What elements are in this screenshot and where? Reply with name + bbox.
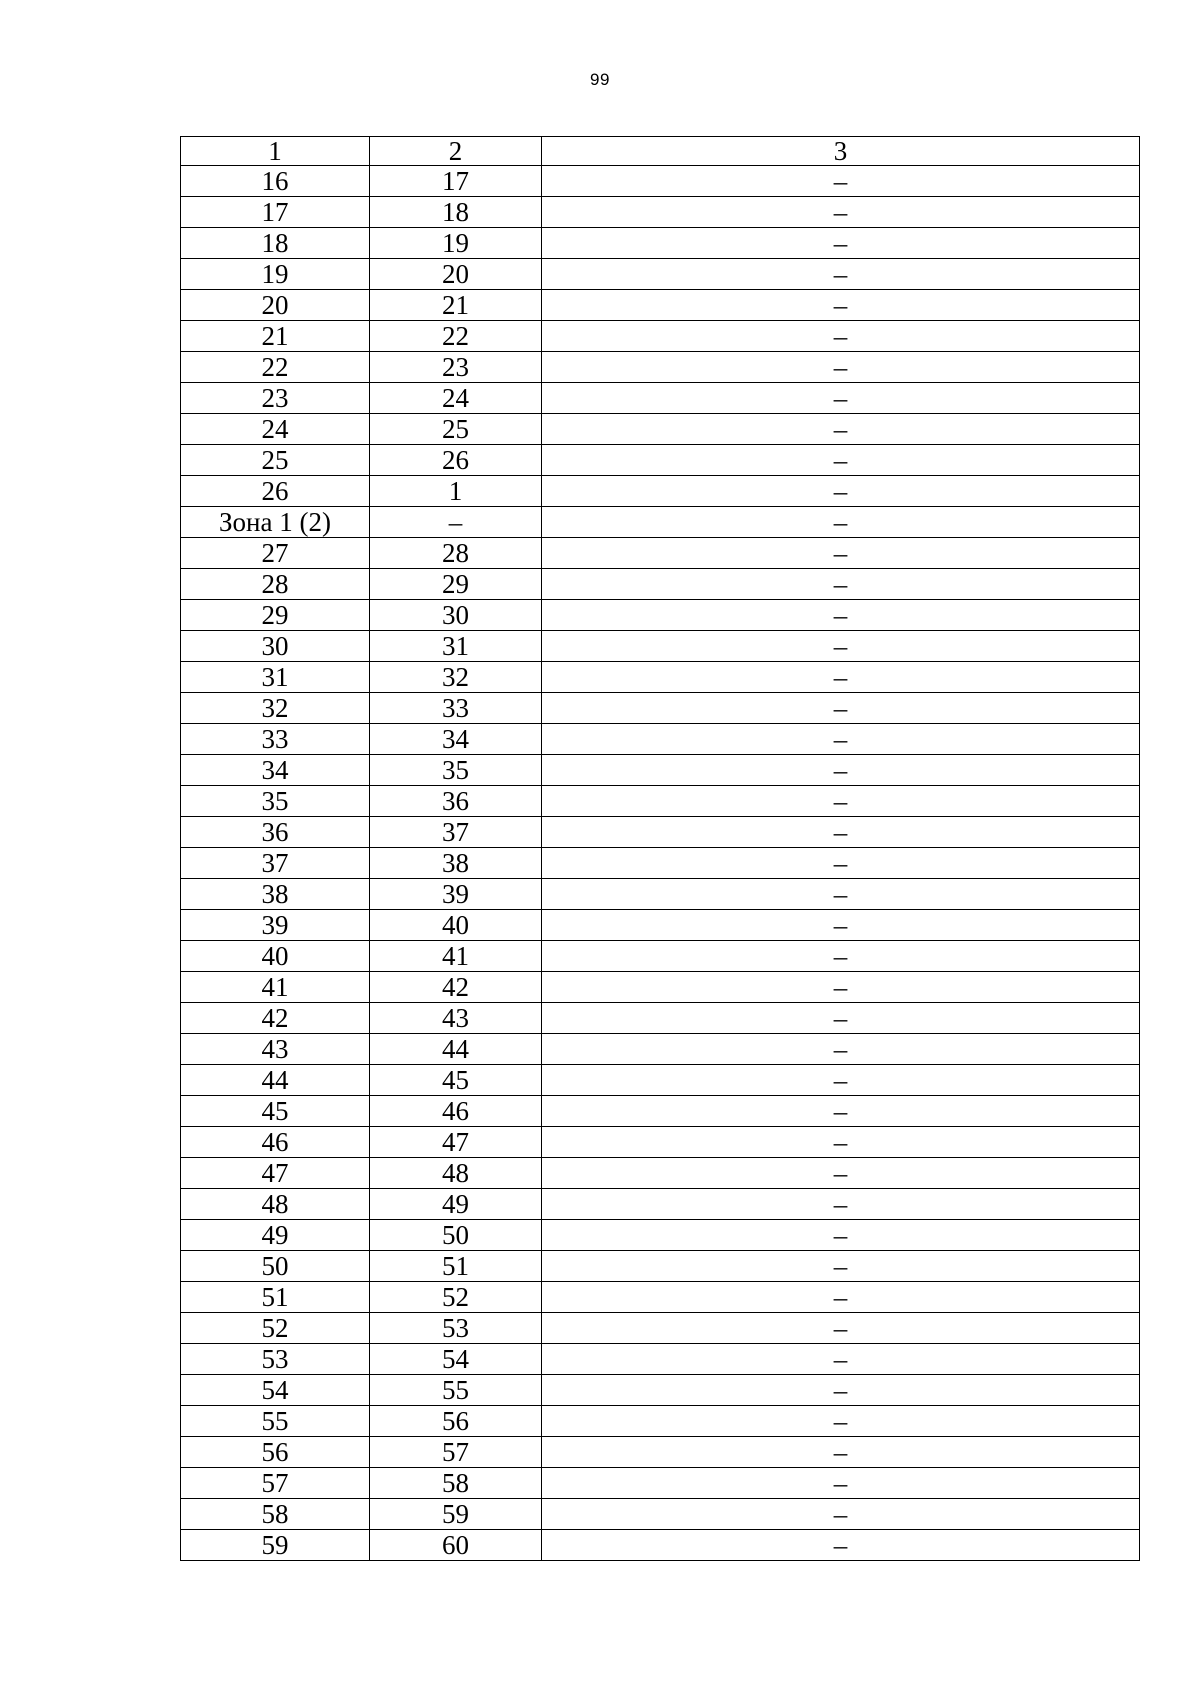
- table-row: [181, 197, 1140, 228]
- table-cell-col-3: –: [542, 1375, 1140, 1406]
- table-cell-col-3: –: [542, 1406, 1140, 1437]
- table-cell-col-1: 50: [181, 1251, 370, 1282]
- table-row: [181, 879, 1140, 910]
- table-row: [181, 290, 1140, 321]
- table-cell-col-3: –: [542, 1499, 1140, 1530]
- table-row: [181, 941, 1140, 972]
- table-row: [181, 724, 1140, 755]
- table-cell-col-2: –: [370, 507, 542, 538]
- table-cell-col-3: –: [542, 321, 1140, 352]
- table-cell-col-1: 20: [181, 290, 370, 321]
- table-row: [181, 1251, 1140, 1282]
- table-cell-col-1: 58: [181, 1499, 370, 1530]
- table-cell-col-3: –: [542, 445, 1140, 476]
- table-cell-col-1: 53: [181, 1344, 370, 1375]
- table-header-row: [181, 137, 1140, 166]
- table-row: [181, 600, 1140, 631]
- table-cell-col-3: –: [542, 1282, 1140, 1313]
- table-cell-col-1: 19: [181, 259, 370, 290]
- table-cell-col-1: 16: [181, 166, 370, 197]
- table-cell-col-3: –: [542, 507, 1140, 538]
- table-cell-col-3: –: [542, 259, 1140, 290]
- table-row: [181, 755, 1140, 786]
- table-row: [181, 848, 1140, 879]
- table-cell-col-1: 46: [181, 1127, 370, 1158]
- table-cell-col-1: Зона 1 (2): [181, 507, 370, 538]
- table-row: [181, 1003, 1140, 1034]
- table-cell-col-3: –: [542, 476, 1140, 507]
- table-cell-col-1: 45: [181, 1096, 370, 1127]
- table-cell-col-1: 51: [181, 1282, 370, 1313]
- table-cell-col-2: 28: [370, 538, 542, 569]
- table-cell-col-3: –: [542, 414, 1140, 445]
- table-cell-col-2: 52: [370, 1282, 542, 1313]
- table-cell-col-3: –: [542, 1468, 1140, 1499]
- table-row: [181, 1096, 1140, 1127]
- table-row: [181, 228, 1140, 259]
- table-cell-col-2: 29: [370, 569, 542, 600]
- table-cell-col-2: 39: [370, 879, 542, 910]
- table-cell-col-1: 37: [181, 848, 370, 879]
- table-cell-col-3: –: [542, 1344, 1140, 1375]
- table-cell-col-1: 28: [181, 569, 370, 600]
- table-cell-col-2: 43: [370, 1003, 542, 1034]
- table-cell-col-3: –: [542, 383, 1140, 414]
- table-cell-col-2: 59: [370, 1499, 542, 1530]
- table-cell-col-3: –: [542, 1065, 1140, 1096]
- table-cell-col-1: 52: [181, 1313, 370, 1344]
- table-cell-col-3: –: [542, 290, 1140, 321]
- table-row: [181, 1499, 1140, 1530]
- table-cell-col-3: –: [542, 1003, 1140, 1034]
- column-header-3: 3: [542, 137, 1140, 166]
- table-row: [181, 538, 1140, 569]
- table-cell-col-2: 26: [370, 445, 542, 476]
- table-cell-col-2: 49: [370, 1189, 542, 1220]
- table-cell-col-2: 25: [370, 414, 542, 445]
- table-cell-col-3: –: [542, 197, 1140, 228]
- table-cell-col-1: 33: [181, 724, 370, 755]
- table-cell-col-1: 38: [181, 879, 370, 910]
- table-cell-col-3: –: [542, 693, 1140, 724]
- table-cell-col-2: 40: [370, 910, 542, 941]
- table-cell-col-3: –: [542, 352, 1140, 383]
- table-row: [181, 1220, 1140, 1251]
- table-cell-col-3: –: [542, 1096, 1140, 1127]
- table-row: [181, 1313, 1140, 1344]
- table-cell-col-2: 33: [370, 693, 542, 724]
- table-row: [181, 507, 1140, 538]
- table-cell-col-1: 29: [181, 600, 370, 631]
- table-row: [181, 1437, 1140, 1468]
- table-cell-col-1: 32: [181, 693, 370, 724]
- table-cell-col-3: –: [542, 228, 1140, 259]
- table-cell-col-1: 17: [181, 197, 370, 228]
- table-cell-col-3: –: [542, 1127, 1140, 1158]
- table-row: [181, 445, 1140, 476]
- table-cell-col-2: 50: [370, 1220, 542, 1251]
- table-row: [181, 1158, 1140, 1189]
- table-cell-col-1: 22: [181, 352, 370, 383]
- table-row: [181, 1065, 1140, 1096]
- table-row: [181, 1468, 1140, 1499]
- page-number: 99: [590, 70, 610, 89]
- table-cell-col-1: 56: [181, 1437, 370, 1468]
- table-row: [181, 569, 1140, 600]
- table-cell-col-2: 23: [370, 352, 542, 383]
- table-row: [181, 1406, 1140, 1437]
- table-cell-col-2: 57: [370, 1437, 542, 1468]
- table-cell-col-3: –: [542, 941, 1140, 972]
- table-cell-col-3: –: [542, 1313, 1140, 1344]
- table-cell-col-3: –: [542, 848, 1140, 879]
- table-cell-col-3: –: [542, 1158, 1140, 1189]
- table-cell-col-1: 39: [181, 910, 370, 941]
- table-cell-col-3: –: [542, 1220, 1140, 1251]
- table-cell-col-3: –: [542, 166, 1140, 197]
- table-cell-col-2: 53: [370, 1313, 542, 1344]
- table-cell-col-1: 54: [181, 1375, 370, 1406]
- table-cell-col-3: –: [542, 1437, 1140, 1468]
- table-cell-col-3: –: [542, 600, 1140, 631]
- table-row: [181, 476, 1140, 507]
- table-cell-col-3: –: [542, 631, 1140, 662]
- table-cell-col-1: 49: [181, 1220, 370, 1251]
- table-cell-col-2: 36: [370, 786, 542, 817]
- table-cell-col-3: –: [542, 786, 1140, 817]
- table-cell-col-1: 25: [181, 445, 370, 476]
- table-cell-col-2: 58: [370, 1468, 542, 1499]
- table-row: [181, 631, 1140, 662]
- table-cell-col-3: –: [542, 538, 1140, 569]
- table-cell-col-1: 40: [181, 941, 370, 972]
- table-cell-col-3: –: [542, 1530, 1140, 1561]
- table-cell-col-2: 46: [370, 1096, 542, 1127]
- table-cell-col-1: 27: [181, 538, 370, 569]
- table-cell-col-3: –: [542, 569, 1140, 600]
- column-header-2: 2: [370, 137, 542, 166]
- table-row: [181, 1530, 1140, 1561]
- table-row: [181, 166, 1140, 197]
- table-row: [181, 352, 1140, 383]
- table-row: [181, 910, 1140, 941]
- table-cell-col-1: 36: [181, 817, 370, 848]
- table-cell-col-3: –: [542, 1034, 1140, 1065]
- table-cell-col-1: 48: [181, 1189, 370, 1220]
- table-cell-col-3: –: [542, 755, 1140, 786]
- table-cell-col-2: 38: [370, 848, 542, 879]
- table-cell-col-1: 44: [181, 1065, 370, 1096]
- table-cell-col-2: 41: [370, 941, 542, 972]
- table-cell-col-1: 35: [181, 786, 370, 817]
- table-cell-col-1: 41: [181, 972, 370, 1003]
- table-cell-col-3: –: [542, 1189, 1140, 1220]
- table-cell-col-2: 55: [370, 1375, 542, 1406]
- table-row: [181, 1189, 1140, 1220]
- table-cell-col-3: –: [542, 724, 1140, 755]
- table-cell-col-1: 47: [181, 1158, 370, 1189]
- table-cell-col-3: –: [542, 817, 1140, 848]
- table-cell-col-2: 56: [370, 1406, 542, 1437]
- table-cell-col-1: 42: [181, 1003, 370, 1034]
- table-cell-col-2: 31: [370, 631, 542, 662]
- table-cell-col-2: 20: [370, 259, 542, 290]
- table-cell-col-2: 45: [370, 1065, 542, 1096]
- table-cell-col-2: 30: [370, 600, 542, 631]
- table-cell-col-2: 60: [370, 1530, 542, 1561]
- table-cell-col-1: 18: [181, 228, 370, 259]
- table-row: [181, 259, 1140, 290]
- table-cell-col-3: –: [542, 972, 1140, 1003]
- table-cell-col-1: 24: [181, 414, 370, 445]
- table-row: [181, 321, 1140, 352]
- table-row: [181, 662, 1140, 693]
- table-cell-col-2: 37: [370, 817, 542, 848]
- table-cell-col-2: 35: [370, 755, 542, 786]
- table-cell-col-2: 21: [370, 290, 542, 321]
- table-row: [181, 1034, 1140, 1065]
- table-row: [181, 693, 1140, 724]
- table-row: [181, 1282, 1140, 1313]
- table-cell-col-1: 26: [181, 476, 370, 507]
- table-cell-col-3: –: [542, 879, 1140, 910]
- table-row: [181, 817, 1140, 848]
- table-cell-col-3: –: [542, 1251, 1140, 1282]
- table-cell-col-1: 55: [181, 1406, 370, 1437]
- table-cell-col-1: 34: [181, 755, 370, 786]
- table-cell-col-2: 17: [370, 166, 542, 197]
- column-header-1: 1: [181, 137, 370, 166]
- table-cell-col-2: 24: [370, 383, 542, 414]
- table-row: [181, 383, 1140, 414]
- table-cell-col-1: 43: [181, 1034, 370, 1065]
- table-cell-col-2: 42: [370, 972, 542, 1003]
- table-cell-col-1: 59: [181, 1530, 370, 1561]
- table-cell-col-2: 1: [370, 476, 542, 507]
- table-cell-col-1: 23: [181, 383, 370, 414]
- table-body: [181, 137, 1140, 1561]
- table-cell-col-1: 21: [181, 321, 370, 352]
- table-cell-col-2: 32: [370, 662, 542, 693]
- table-cell-col-1: 57: [181, 1468, 370, 1499]
- table-row: [181, 414, 1140, 445]
- table-row: [181, 1375, 1140, 1406]
- table-cell-col-1: 31: [181, 662, 370, 693]
- table-cell-col-2: 47: [370, 1127, 542, 1158]
- table-cell-col-2: 22: [370, 321, 542, 352]
- table-cell-col-3: –: [542, 662, 1140, 693]
- table-row: [181, 786, 1140, 817]
- table-cell-col-2: 54: [370, 1344, 542, 1375]
- table-cell-col-2: 44: [370, 1034, 542, 1065]
- table-cell-col-2: 18: [370, 197, 542, 228]
- table-cell-col-2: 34: [370, 724, 542, 755]
- table-cell-col-2: 51: [370, 1251, 542, 1282]
- table-row: [181, 1127, 1140, 1158]
- table-cell-col-3: –: [542, 910, 1140, 941]
- table-row: [181, 972, 1140, 1003]
- data-table: [180, 136, 1140, 1561]
- table-cell-col-2: 19: [370, 228, 542, 259]
- table-cell-col-2: 48: [370, 1158, 542, 1189]
- table-row: [181, 1344, 1140, 1375]
- table-cell-col-1: 30: [181, 631, 370, 662]
